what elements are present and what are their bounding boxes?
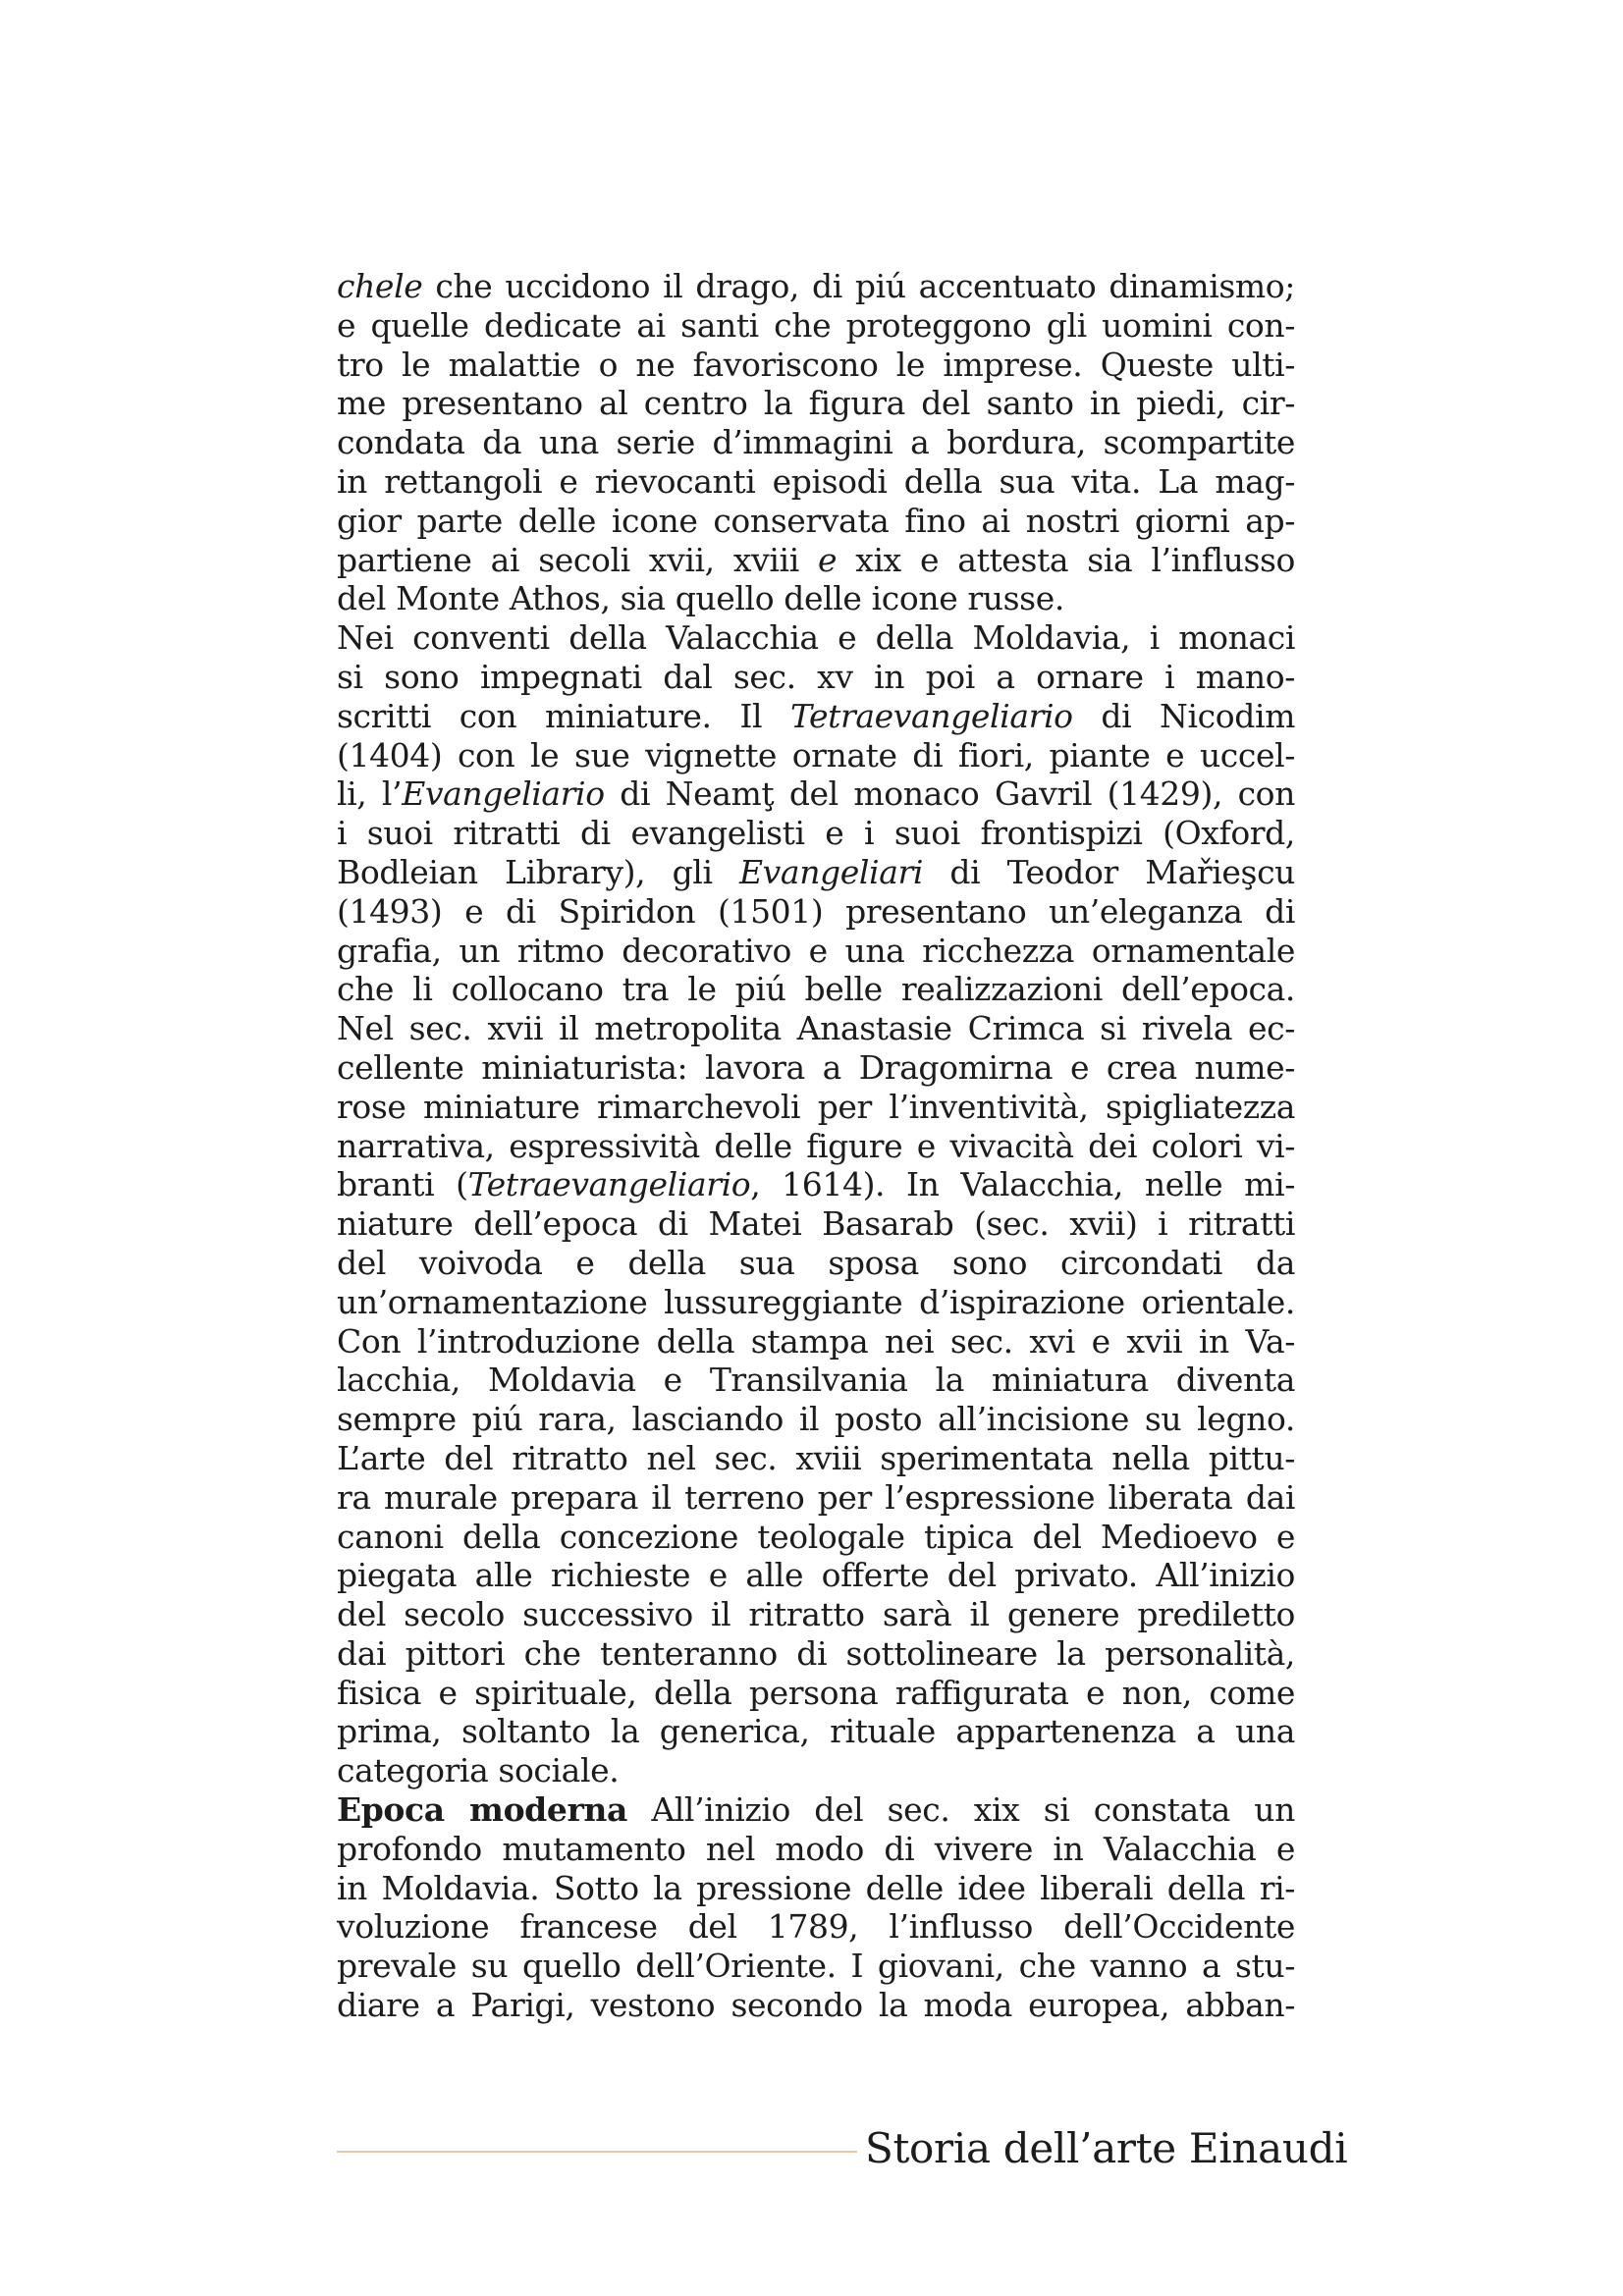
text-span: dai pittori che tenteranno di sottolineare la personalità, [337,1633,1295,1673]
text-line [337,1165,1295,1204]
text-line [337,1088,1295,1127]
text-span: del voivoda e della sua sposa sono circondati da [337,1243,1295,1282]
text-span: di Nicodim [1072,696,1295,735]
text-line [337,423,1295,462]
text-span: xix e attesta sia l’influsso [837,540,1295,579]
text-span: cellente miniaturista: lavora a Dragomirna e crea nume- [337,1047,1295,1087]
text-span: Nel sec. xvii il metropolita Anastasie Crimca si rivela ec- [337,1009,1295,1048]
italic-text: chele [337,267,423,305]
text-line [337,1869,1295,1908]
text-line [337,618,1295,658]
text-line [337,1986,1295,2025]
text-span: L’arte del ritratto nel sec. xviii sperimentata nella pittu- [337,1438,1295,1477]
text-line [337,970,1295,1009]
text-span: prima, soltanto la generica, rituale appartenenza a una [337,1712,1295,1751]
text-line [337,1947,1295,1986]
text-span: profondo mutamento nel modo di vivere in Valacchia e [337,1829,1295,1868]
text-line [337,1556,1295,1595]
italic-text: Tetraevangeliario [789,696,1073,735]
text-line [337,1595,1295,1634]
text-line [337,306,1295,346]
text-line [337,1634,1295,1674]
text-span: me presentano al centro la figura del santo in piedi, cir- [337,384,1295,423]
text-span: lacchia, Moldavia e Transilvania la miniatura diventa [337,1361,1295,1400]
text-span: che li collocano tra le piú belle realizzazioni dell’epoca. [337,970,1295,1009]
text-span: branti ( [337,1165,468,1204]
text-span: e quelle dedicate ai santi che proteggono gli uomini con- [337,305,1295,345]
text-line [337,1322,1295,1362]
text-span: voluzione francese del 1789, l’influsso dell’Occidente [337,1907,1295,1947]
text-span: Con l’introduzione della stampa nei sec. xvi e xvii in Va- [337,1321,1295,1361]
text-line [337,1009,1295,1048]
text-span: All’inizio del sec. xix si constata un [627,1790,1295,1830]
text-span: grafia, un ritmo decorativo e una ricchezza ornamentale [337,931,1295,970]
text-span: rose miniature rimarchevoli per l’inventività, spigliatezza [337,1087,1295,1126]
text-line [337,1400,1295,1439]
text-span: narrativa, espressività delle figure e vivacità dei colori vi- [337,1126,1295,1165]
text-line [337,932,1295,971]
section-heading: Epoca moderna [337,1790,628,1830]
text-span: partiene ai secoli xvii, xviii [337,540,818,579]
text-line [337,853,1295,892]
text-line [337,736,1295,775]
text-span: piegata alle richieste e alle offerte del privato. All’inizio [337,1556,1295,1595]
text-span: gior parte delle icone conservata fino ai nostri giorni ap- [337,501,1295,540]
text-span: un’ornamentazione lussureggiante d’ispirazione orientale. [337,1282,1295,1321]
text-line [337,658,1295,697]
text-span: Nei conventi della Valacchia e della Moldavia, i monaci [337,618,1295,658]
text-line [337,1048,1295,1088]
text-span: condata da una serie d’immagini a bordura, scompartite [337,423,1295,462]
text-span: del secolo successivo il ritratto sarà il genere prediletto [337,1595,1295,1634]
text-span: sempre piú rara, lasciando il posto all’incisione su legno. [337,1400,1295,1439]
text-span: di Neamţ del monaco Gavril (1429), con [604,774,1296,814]
text-line [337,697,1295,736]
italic-text: Evangeliario [402,774,605,814]
text-line [337,814,1295,853]
text-line [337,541,1295,580]
text-span: del Monte Athos, sia quello delle icone russe. [337,579,1064,618]
text-line [337,1478,1295,1518]
text-line [337,1712,1295,1751]
text-span: in rettangoli e rievocanti episodi della sua vita. La mag- [337,461,1295,501]
text-span: categoria sociale. [337,1751,620,1790]
text-span: ra murale prepara il terreno per l’espressione liberata dai [337,1477,1295,1517]
text-line [337,502,1295,541]
text-line [337,892,1295,932]
text-span: diare a Parigi, vestono secondo la moda europea, abban- [337,1986,1295,2025]
text-line [337,1751,1295,1790]
italic-text: Evangeliari [738,852,924,891]
text-line [337,1283,1295,1322]
text-span: li, l’ [337,774,403,814]
text-line [337,462,1295,502]
footer-title: Storia dell’arte Einaudi [865,2124,1348,2172]
text-span: si sono impegnati dal sec. xv in poi a ornare i mano- [337,657,1295,696]
text-span: scritti con miniature. Il [337,696,790,735]
text-line [337,267,1295,306]
text-span: tro le malattie o ne favoriscono le imprese. Queste ulti- [337,345,1295,384]
text-line [337,774,1295,814]
body-text [337,267,1295,2025]
text-line [337,1244,1295,1283]
text-span: che uccidono il drago, di piú accentuato dinamismo; [422,267,1295,305]
text-span: prevale su quello dell’Oriente. I giovani, che vanno a stu- [337,1947,1295,1986]
text-span: in Moldavia. Sotto la pressione delle idee liberali della ri- [337,1868,1295,1907]
text-line [337,1790,1295,1830]
text-span: (1493) e di Spiridon (1501) presentano un’eleganza di [337,891,1295,931]
footer-rule [337,2151,857,2153]
text-line [337,1830,1295,1869]
text-line [337,1518,1295,1557]
text-line [337,1127,1295,1166]
text-span: (1404) con le sue vignette ornate di fiori, piante e uccel- [337,735,1295,774]
text-line [337,346,1295,385]
text-line [337,1204,1295,1244]
text-line [337,1361,1295,1400]
text-line [337,1674,1295,1713]
text-span: , 1614). In Valacchia, nelle mi- [750,1165,1295,1204]
text-line [337,1439,1295,1478]
text-span: fisica e spirituale, della persona raffigurata e non, come [337,1673,1295,1712]
text-span: i suoi ritratti di evangelisti e i suoi frontispizi (Oxford, [337,814,1295,853]
text-line [337,1907,1295,1947]
text-line [337,384,1295,423]
text-span: Bodleian Library), gli [337,852,739,891]
italic-text: Tetraevangeliario [467,1165,751,1204]
text-span: niature dell’epoca di Matei Basarab (sec. xvii) i ritratti [337,1204,1295,1244]
text-line [337,579,1295,618]
text-span: di Teodor Mařieşcu [923,852,1296,891]
text-span: canoni della concezione teologale tipica del Medioevo e [337,1517,1295,1556]
italic-text: e [818,540,838,579]
